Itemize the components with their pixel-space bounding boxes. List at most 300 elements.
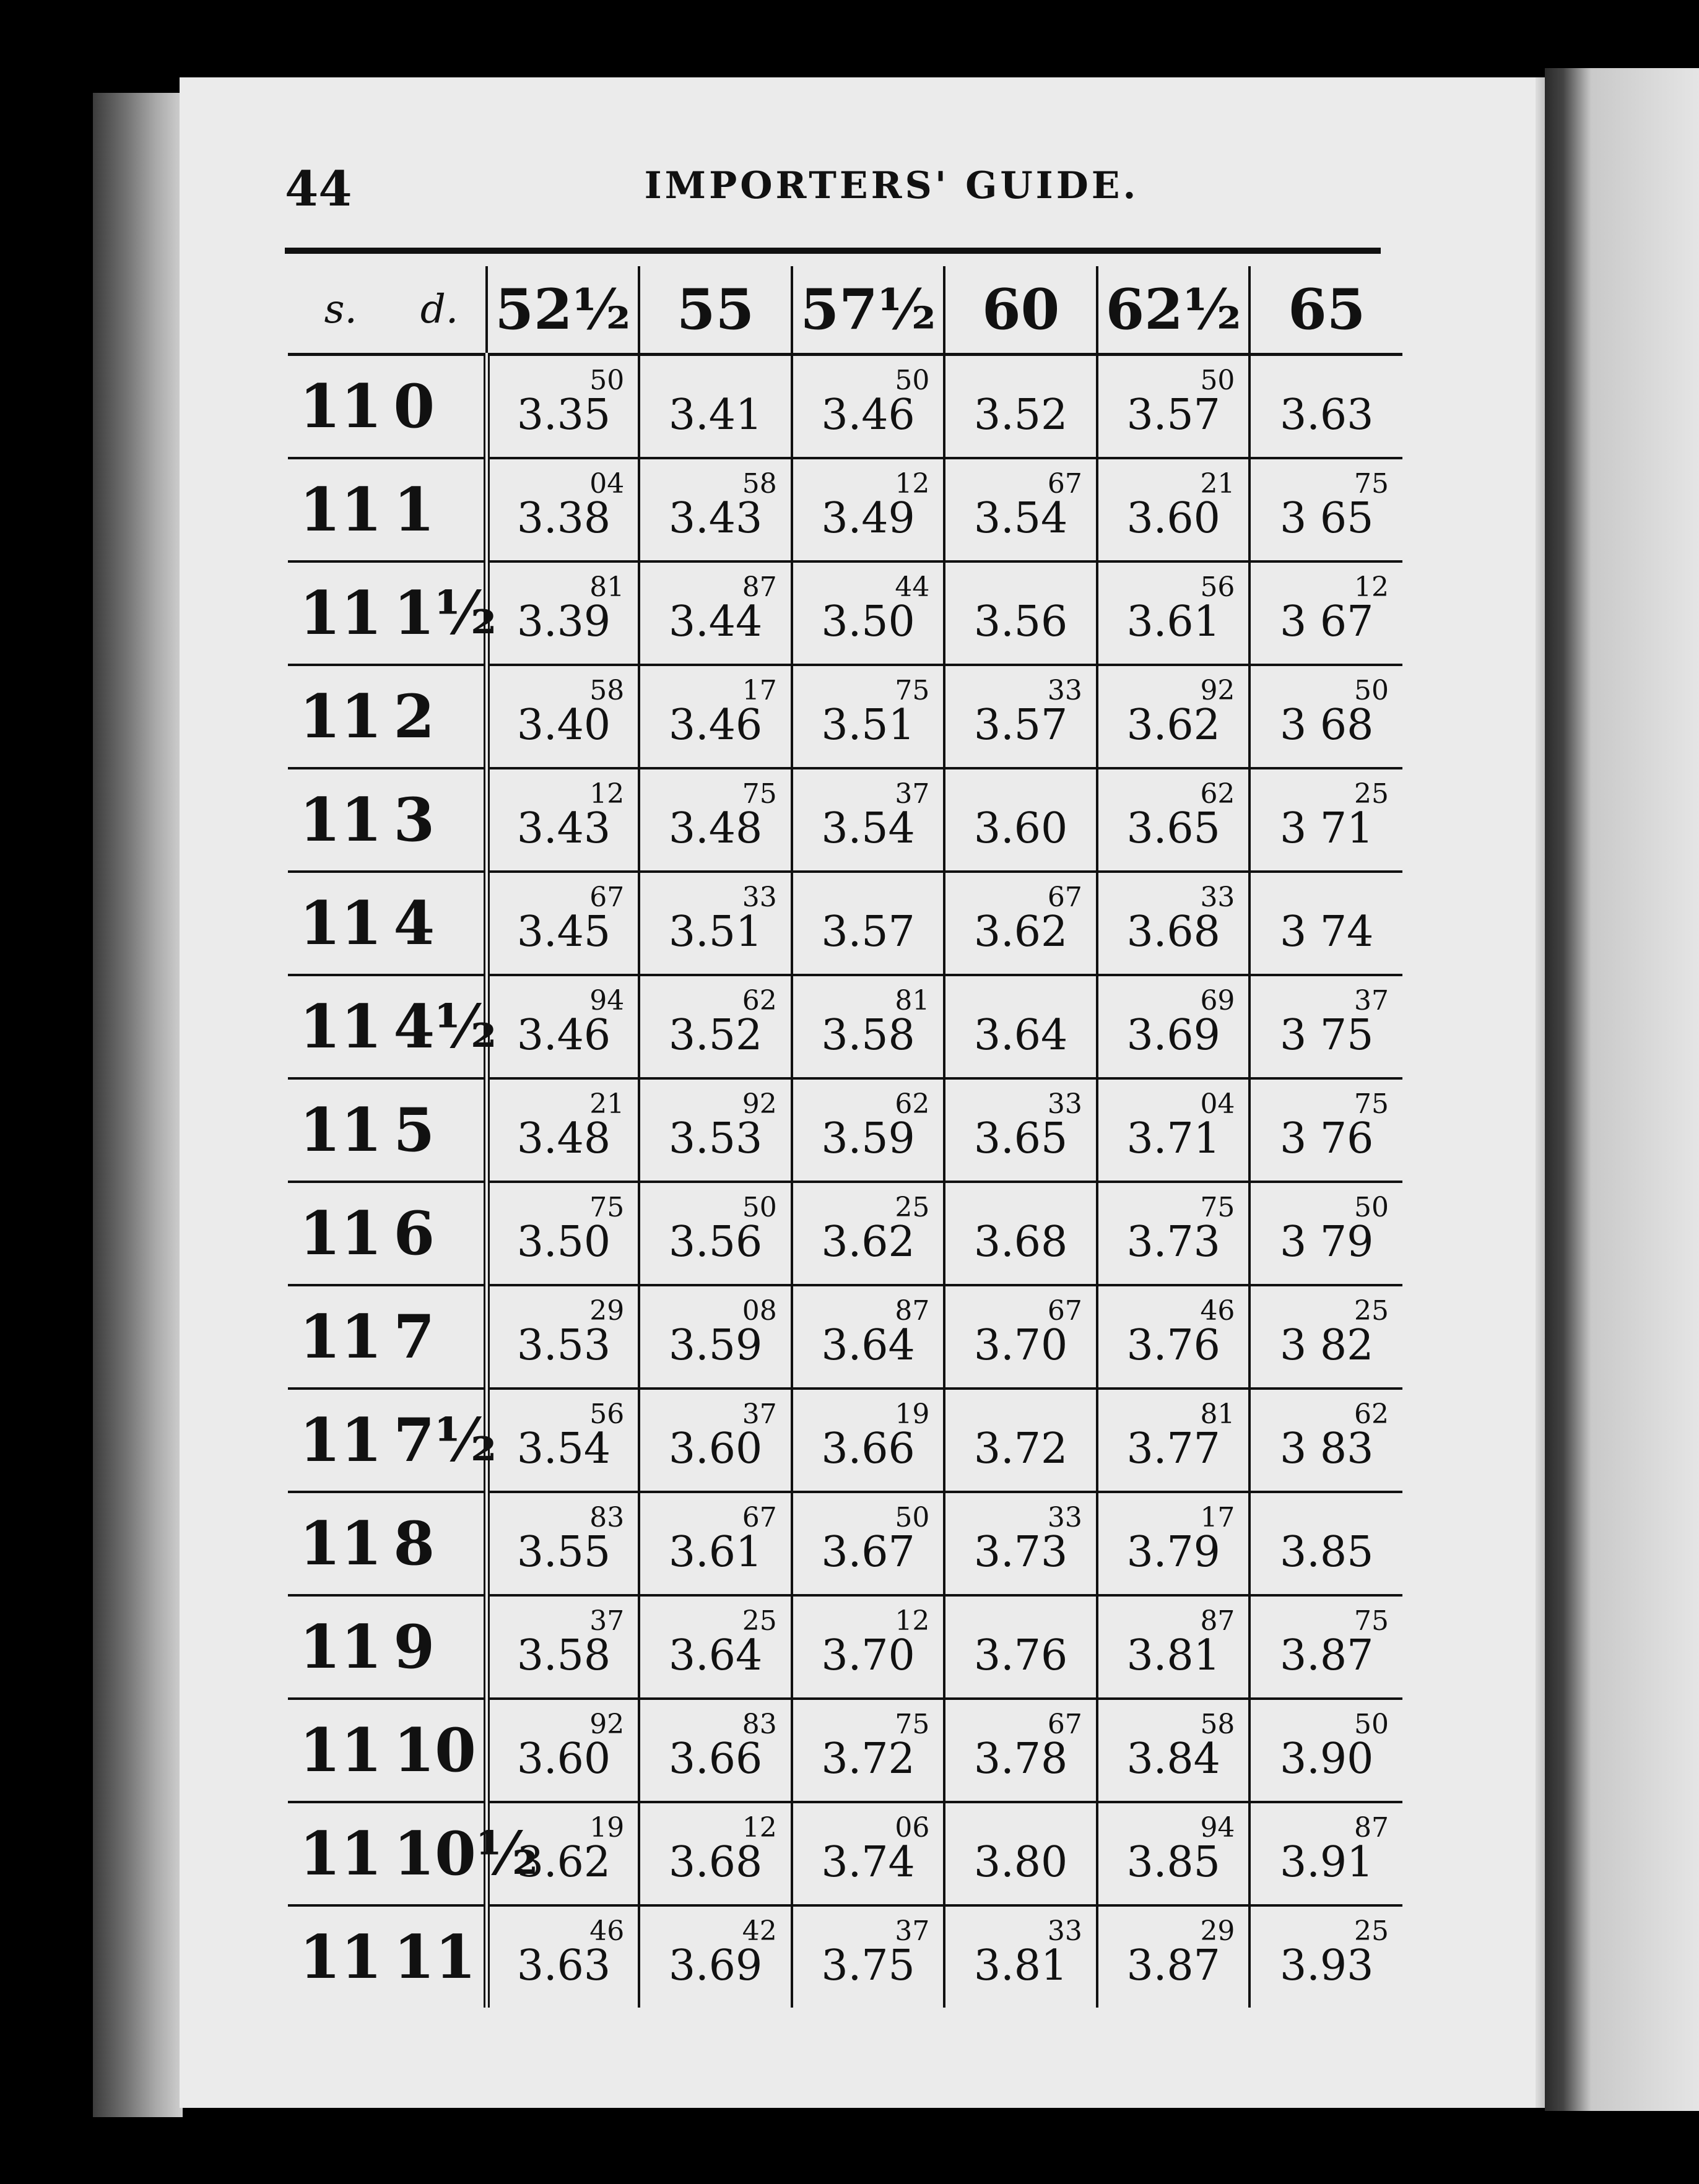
shillings-cell: 11 — [288, 1389, 393, 1492]
value-cell — [944, 975, 1097, 1078]
value-cell — [1249, 665, 1402, 768]
dollar-value: 3.46 — [668, 701, 763, 750]
fraction-superscript: 12 — [589, 778, 625, 810]
book-page — [180, 77, 1560, 2108]
dollar-value: 3 76 — [1280, 1114, 1374, 1163]
value-cell — [944, 872, 1097, 975]
fraction-superscript: 37 — [742, 1398, 777, 1430]
pence-cell: 4 — [393, 872, 486, 975]
table-header-row — [288, 266, 1402, 355]
fraction-superscript: 19 — [589, 1812, 625, 1844]
table-row — [288, 872, 1402, 975]
value-cell — [792, 355, 945, 459]
dollar-value: 3 83 — [1280, 1424, 1374, 1473]
fraction-superscript: 12 — [895, 1605, 930, 1637]
value-cell — [944, 1802, 1097, 1905]
fraction-superscript: 62 — [1354, 1398, 1389, 1430]
value-cell — [639, 1285, 792, 1389]
table-row — [288, 1905, 1402, 2008]
fraction-superscript: 67 — [1047, 468, 1082, 500]
fraction-superscript: 87 — [1354, 1812, 1389, 1844]
pence-cell: 11 — [393, 1922, 476, 1992]
dollar-value: 3.51 — [668, 908, 763, 956]
value-cell — [487, 665, 640, 768]
dollar-value: 3.56 — [973, 597, 1068, 646]
value-cell — [944, 1492, 1097, 1595]
dollar-value: 3.69 — [1126, 1011, 1220, 1060]
fraction-superscript: 21 — [589, 1088, 625, 1120]
dollar-value: 3.54 — [516, 1424, 611, 1473]
dollar-value: 3.72 — [973, 1424, 1068, 1473]
fraction-superscript: 62 — [895, 1088, 930, 1120]
pence-cell: 1 — [393, 458, 486, 561]
value-cell — [1097, 1802, 1250, 1905]
table-row — [288, 1182, 1402, 1285]
dollar-value: 3.81 — [1126, 1631, 1220, 1680]
value-cell — [792, 1595, 945, 1699]
value-cell — [639, 1182, 792, 1285]
fraction-superscript: 17 — [1200, 1502, 1235, 1533]
dollar-value: 3.44 — [668, 597, 763, 646]
dollar-value: 3 75 — [1280, 1011, 1374, 1060]
shillings-cell: 11 — [288, 355, 393, 459]
dollar-value: 3.66 — [821, 1424, 915, 1473]
fraction-superscript: 50 — [895, 1502, 930, 1533]
dollar-value: 3.70 — [821, 1631, 915, 1680]
value-cell — [1249, 458, 1402, 561]
dollar-value: 3.43 — [516, 804, 611, 853]
fraction-superscript: 12 — [895, 468, 930, 500]
dollar-value: 3.73 — [1126, 1218, 1220, 1267]
fraction-superscript: 17 — [742, 675, 777, 706]
value-cell — [792, 1492, 945, 1595]
dollar-value: 3.64 — [821, 1321, 915, 1370]
fraction-superscript: 25 — [1354, 1295, 1389, 1327]
fraction-superscript: 75 — [1354, 1605, 1389, 1637]
dollar-value: 3.77 — [1126, 1424, 1220, 1473]
column-header: 57½ — [792, 266, 945, 355]
value-cell — [1097, 975, 1250, 1078]
dollar-value: 3.60 — [516, 1735, 611, 1783]
fraction-superscript: 50 — [895, 365, 930, 396]
pence-cell: 5 — [393, 1078, 486, 1182]
value-cell — [487, 1905, 640, 2008]
dollar-value: 3.62 — [516, 1838, 611, 1887]
dollar-value: 3.58 — [516, 1631, 611, 1680]
pence-cell: 2 — [393, 665, 486, 768]
value-cell — [487, 768, 640, 872]
shillings-cell: 11 — [288, 872, 393, 975]
fraction-superscript: 37 — [895, 778, 930, 810]
dollar-value: 3.57 — [973, 701, 1068, 750]
value-cell — [639, 1595, 792, 1699]
fraction-superscript: 50 — [742, 1192, 777, 1223]
value-cell — [944, 1595, 1097, 1699]
dollar-value: 3.62 — [1126, 701, 1220, 750]
value-cell — [1097, 872, 1250, 975]
dollar-value: 3.35 — [516, 391, 611, 440]
dollar-value: 3.65 — [1126, 804, 1220, 853]
fraction-superscript: 25 — [895, 1192, 930, 1223]
table-row — [288, 1285, 1402, 1389]
dollar-value: 3.41 — [668, 391, 763, 440]
fraction-superscript: 58 — [589, 675, 625, 706]
dollar-value: 3 82 — [1280, 1321, 1374, 1370]
value-cell — [639, 355, 792, 459]
value-cell — [1249, 1699, 1402, 1802]
table-row — [288, 1802, 1402, 1905]
pence-cell: 0 — [393, 355, 486, 459]
fraction-superscript: 92 — [589, 1709, 625, 1740]
shillings-cell: 11 — [288, 1802, 393, 1905]
table-row — [288, 561, 1402, 665]
shillings-header: s. — [288, 266, 393, 355]
dollar-value: 3.50 — [516, 1218, 611, 1267]
fraction-superscript: 81 — [895, 985, 930, 1016]
dollar-value: 3.68 — [1126, 908, 1220, 956]
value-cell — [792, 1389, 945, 1492]
fraction-superscript: 33 — [1200, 882, 1235, 913]
table-row — [288, 1699, 1402, 1802]
shillings-cell: 11 — [288, 975, 393, 1078]
shillings-cell: 11 — [288, 561, 393, 665]
value-cell — [792, 975, 945, 1078]
value-cell — [792, 1802, 945, 1905]
dollar-value: 3.61 — [1126, 597, 1220, 646]
table-row — [288, 1078, 1402, 1182]
dollar-value: 3.91 — [1280, 1838, 1374, 1887]
value-cell — [1249, 975, 1402, 1078]
dollar-value: 3.60 — [973, 804, 1068, 853]
fraction-superscript: 25 — [1354, 1915, 1389, 1947]
table-row — [288, 355, 1402, 459]
fraction-superscript: 67 — [589, 882, 625, 913]
value-cell — [944, 665, 1097, 768]
value-cell — [487, 1285, 640, 1389]
value-cell — [639, 1905, 792, 2008]
shillings-cell: 11 — [288, 1182, 393, 1285]
value-cell — [944, 355, 1097, 459]
dollar-value: 3 68 — [1280, 701, 1374, 750]
pence-cell: 7½ — [393, 1389, 486, 1492]
fraction-superscript: 67 — [742, 1502, 777, 1533]
column-header: 60 — [944, 266, 1097, 355]
dollar-value: 3.78 — [973, 1735, 1068, 1783]
book-spine-edge — [93, 93, 183, 2117]
value-cell — [1097, 561, 1250, 665]
value-cell — [792, 872, 945, 975]
table-row — [288, 1389, 1402, 1492]
fraction-superscript: 06 — [895, 1812, 930, 1844]
value-cell — [792, 1078, 945, 1182]
value-cell — [1097, 1595, 1250, 1699]
dollar-value: 3.45 — [516, 908, 611, 956]
fraction-superscript: 33 — [1047, 1088, 1082, 1120]
dollar-value: 3.59 — [821, 1114, 915, 1163]
shillings-cell: 11 — [288, 665, 393, 768]
column-header: 62½ — [1097, 266, 1250, 355]
value-cell — [1249, 1389, 1402, 1492]
value-cell — [1097, 1285, 1250, 1389]
fraction-superscript: 75 — [895, 1709, 930, 1740]
dollar-value: 3.46 — [516, 1011, 611, 1060]
value-cell — [792, 458, 945, 561]
value-cell — [1097, 1182, 1250, 1285]
dollar-value: 3 67 — [1280, 597, 1374, 646]
column-header: 52½ — [487, 266, 640, 355]
value-cell — [487, 1182, 640, 1285]
value-cell — [1097, 665, 1250, 768]
dollar-value: 3.80 — [973, 1838, 1068, 1887]
shillings-cell: 11 — [288, 768, 393, 872]
dollar-value: 3.85 — [1280, 1528, 1374, 1577]
dollar-value: 3.54 — [821, 804, 915, 853]
fraction-superscript: 37 — [895, 1915, 930, 1947]
dollar-value: 3.39 — [516, 597, 611, 646]
pence-cell: 7 — [393, 1285, 486, 1389]
fraction-superscript: 25 — [1354, 778, 1389, 810]
running-title: IMPORTERS' GUIDE. — [644, 164, 1139, 207]
value-cell — [487, 1595, 640, 1699]
dollar-value: 3.38 — [516, 494, 611, 543]
header-double-rule — [285, 248, 1381, 254]
fraction-superscript: 42 — [742, 1915, 777, 1947]
fraction-superscript: 67 — [1047, 1709, 1082, 1740]
dollar-value: 3.65 — [973, 1114, 1068, 1163]
value-cell — [1249, 1905, 1402, 2008]
fraction-superscript: 75 — [1200, 1192, 1235, 1223]
dollar-value: 3.64 — [973, 1011, 1068, 1060]
fraction-superscript: 50 — [1354, 1709, 1389, 1740]
fraction-superscript: 67 — [1047, 882, 1082, 913]
value-cell — [1097, 1389, 1250, 1492]
value-cell — [487, 561, 640, 665]
value-cell — [1097, 1699, 1250, 1802]
fraction-superscript: 25 — [742, 1605, 777, 1637]
value-cell — [1249, 1802, 1402, 1905]
value-cell — [1249, 1595, 1402, 1699]
dollar-value: 3.46 — [821, 391, 915, 440]
value-cell — [487, 1492, 640, 1595]
fraction-superscript: 75 — [1354, 1088, 1389, 1120]
value-cell — [1249, 1285, 1402, 1389]
value-cell — [1249, 768, 1402, 872]
pence-cell: 4½ — [393, 975, 486, 1078]
value-cell — [944, 1285, 1097, 1389]
fraction-superscript: 46 — [589, 1915, 625, 1947]
value-cell — [792, 1699, 945, 1802]
fraction-superscript: 50 — [1354, 1192, 1389, 1223]
value-cell — [944, 1389, 1097, 1492]
fraction-superscript: 83 — [589, 1502, 625, 1533]
shillings-cell: 11 — [299, 1922, 382, 1992]
fraction-superscript: 94 — [1200, 1812, 1235, 1844]
fraction-superscript: 21 — [1200, 468, 1235, 500]
shillings-cell: 11 — [288, 1285, 393, 1389]
value-cell — [487, 1078, 640, 1182]
value-cell — [792, 665, 945, 768]
fraction-superscript: 87 — [742, 571, 777, 603]
dollar-value: 3.79 — [1126, 1528, 1220, 1577]
fraction-superscript: 92 — [742, 1088, 777, 1120]
dollar-value: 3.56 — [668, 1218, 763, 1267]
dollar-value: 3.52 — [973, 391, 1068, 440]
value-cell — [944, 1078, 1097, 1182]
dollar-value: 3 65 — [1280, 494, 1374, 543]
dollar-value: 3 74 — [1280, 908, 1374, 956]
dollar-value: 3.53 — [668, 1114, 763, 1163]
value-cell — [639, 1492, 792, 1595]
table-row — [288, 975, 1402, 1078]
shillings-cell: 11 — [288, 458, 393, 561]
fraction-superscript: 75 — [742, 778, 777, 810]
fraction-superscript: 67 — [1047, 1295, 1082, 1327]
value-cell — [1097, 458, 1250, 561]
value-cell — [1097, 1078, 1250, 1182]
value-cell — [487, 1802, 640, 1905]
dollar-value: 3.57 — [1126, 391, 1220, 440]
fraction-superscript: 19 — [895, 1398, 930, 1430]
dollar-value: 3.90 — [1280, 1735, 1374, 1783]
column-header: 65 — [1249, 266, 1402, 355]
fraction-superscript: 58 — [1200, 1709, 1235, 1740]
dollar-value: 3.59 — [668, 1321, 763, 1370]
dollar-value: 3.63 — [1280, 391, 1374, 440]
dollar-value: 3.62 — [973, 908, 1068, 956]
fraction-superscript: 04 — [1200, 1088, 1235, 1120]
dollar-value: 3.87 — [1280, 1631, 1374, 1680]
value-cell — [792, 1905, 945, 2008]
value-cell — [487, 1699, 640, 1802]
dollar-value: 3.62 — [821, 1218, 915, 1267]
fraction-superscript: 50 — [589, 365, 625, 396]
dollar-value: 3.50 — [821, 597, 915, 646]
fraction-superscript: 81 — [1200, 1398, 1235, 1430]
value-cell — [487, 975, 640, 1078]
conversion-table — [288, 266, 1402, 2008]
fraction-superscript: 87 — [895, 1295, 930, 1327]
dollar-value: 3.68 — [973, 1218, 1068, 1267]
value-cell — [1097, 768, 1250, 872]
page-number: 44 — [285, 161, 352, 217]
dollar-value: 3.55 — [516, 1528, 611, 1577]
value-cell — [639, 1078, 792, 1182]
dollar-value: 3.52 — [668, 1011, 763, 1060]
table-row — [288, 1492, 1402, 1595]
facing-page-edge — [1545, 68, 1699, 2111]
fraction-superscript: 94 — [589, 985, 625, 1016]
dollar-value: 3.60 — [668, 1424, 763, 1473]
pence-cell: 8 — [393, 1492, 486, 1595]
value-cell — [944, 1905, 1097, 2008]
value-cell — [639, 1802, 792, 1905]
fraction-superscript: 44 — [895, 571, 930, 603]
value-cell — [1249, 355, 1402, 459]
fraction-superscript: 56 — [1200, 571, 1235, 603]
dollar-value: 3.63 — [516, 1941, 611, 1990]
value-cell — [639, 1699, 792, 1802]
table-row — [288, 665, 1402, 768]
dollar-value: 3.51 — [821, 701, 915, 750]
value-cell — [1249, 561, 1402, 665]
value-cell — [639, 561, 792, 665]
dollar-value: 3.48 — [516, 1114, 611, 1163]
dollar-value: 3 79 — [1280, 1218, 1374, 1267]
value-cell — [944, 1699, 1097, 1802]
fraction-superscript: 33 — [742, 882, 777, 913]
table-row — [288, 458, 1402, 561]
pence-cell: 3 — [393, 768, 486, 872]
value-cell — [1249, 1078, 1402, 1182]
value-cell — [1249, 1492, 1402, 1595]
dollar-value: 3.53 — [516, 1321, 611, 1370]
dollar-value: 3.61 — [668, 1528, 763, 1577]
shillings-cell: 11 — [288, 1492, 393, 1595]
value-cell — [1097, 1905, 1250, 2008]
fraction-superscript: 29 — [1200, 1915, 1235, 1947]
dollar-value: 3.74 — [821, 1838, 915, 1887]
dollar-value: 3.69 — [668, 1941, 763, 1990]
fraction-superscript: 75 — [1354, 468, 1389, 500]
dollar-value: 3.49 — [821, 494, 915, 543]
dollar-value: 3.40 — [516, 701, 611, 750]
dollar-value: 3.60 — [1126, 494, 1220, 543]
table-body — [288, 355, 1402, 2008]
fraction-superscript: 81 — [589, 571, 625, 603]
dollar-value: 3.57 — [821, 908, 915, 956]
fraction-superscript: 46 — [1200, 1295, 1235, 1327]
pence-cell: 10 — [393, 1699, 486, 1802]
value-cell — [639, 1389, 792, 1492]
dollar-value: 3.85 — [1126, 1838, 1220, 1887]
dollar-value: 3.66 — [668, 1735, 763, 1783]
fraction-superscript: 29 — [589, 1295, 625, 1327]
dollar-value: 3.54 — [973, 494, 1068, 543]
value-cell — [944, 768, 1097, 872]
column-header: 55 — [639, 266, 792, 355]
fraction-superscript: 12 — [1354, 571, 1389, 603]
pence-cell: 9 — [393, 1595, 486, 1699]
fraction-superscript: 37 — [589, 1605, 625, 1637]
value-cell — [1249, 872, 1402, 975]
value-cell — [792, 561, 945, 665]
dollar-value: 3.67 — [821, 1528, 915, 1577]
value-cell — [487, 1389, 640, 1492]
shillings-cell: 11 — [288, 1699, 393, 1802]
dollar-value: 3.58 — [821, 1011, 915, 1060]
fraction-superscript: 62 — [1200, 778, 1235, 810]
dollar-value: 3.76 — [1126, 1321, 1220, 1370]
fraction-superscript: 87 — [1200, 1605, 1235, 1637]
fraction-superscript: 69 — [1200, 985, 1235, 1016]
dollar-value: 3.71 — [1126, 1114, 1220, 1163]
table-row — [288, 768, 1402, 872]
fraction-superscript: 50 — [1354, 675, 1389, 706]
shillings-cell: 11 — [288, 1078, 393, 1182]
pence-header: d. — [393, 266, 486, 355]
pence-cell: 1½ — [393, 561, 486, 665]
value-cell — [639, 975, 792, 1078]
value-cell — [1097, 1492, 1250, 1595]
fraction-superscript: 50 — [1200, 365, 1235, 396]
fraction-superscript: 08 — [742, 1295, 777, 1327]
dollar-value: 3.76 — [973, 1631, 1068, 1680]
dollar-value: 3.84 — [1126, 1735, 1220, 1783]
value-cell — [487, 458, 640, 561]
value-cell — [487, 355, 640, 459]
fraction-superscript: 75 — [895, 675, 930, 706]
dollar-value: 3.68 — [668, 1838, 763, 1887]
